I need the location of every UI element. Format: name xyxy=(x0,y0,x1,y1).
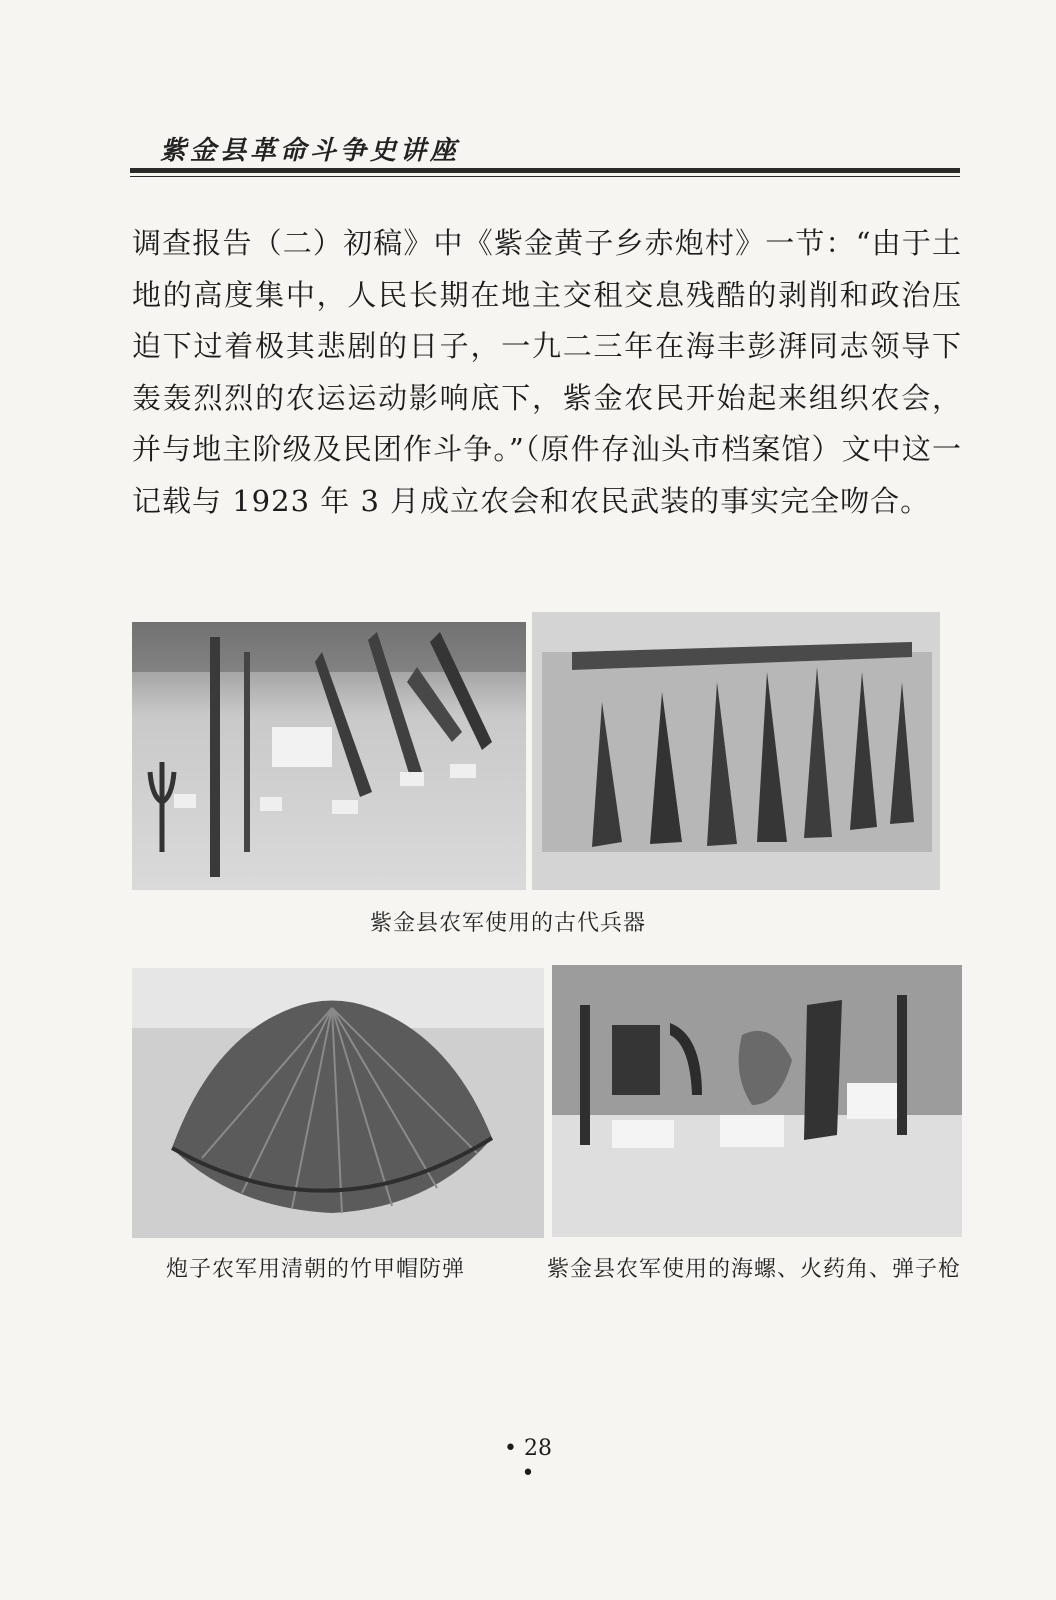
header-rule xyxy=(130,168,960,173)
conch-powderhorn-photo xyxy=(552,965,962,1237)
ancient-weapons-photo xyxy=(532,612,940,890)
weapons-display-photo xyxy=(132,622,526,890)
running-title: 紫金县革命斗争史讲座 xyxy=(160,136,461,166)
header-rule-thin xyxy=(130,176,960,177)
bamboo-hat-photo xyxy=(132,968,544,1238)
weapons-caption: 紫金县农军使用的古代兵器 xyxy=(370,911,647,936)
body-paragraph: 调查报告（二）初稿》中《紫金黄子乡赤炮村》一节：“由于土地的高度集中，人民长期在地主交租交息残酷的剥削和政治压迫下过着极其悲剧的日子，一九二三年在海丰彭湃同志领导下轰轰烈烈的农运运动影响底下，紫金农民开始起来组织农会，并与地主阶级及民团作斗争。”（原件存汕头市档案馆）文中这一记载与 1923 年 3 月成立农会和农民武装的事实完全吻合。 xyxy=(132,226,962,518)
page-number: • 28 • xyxy=(504,1436,552,1486)
hat-caption: 炮子农军用清朝的竹甲帽防弹 xyxy=(166,1257,466,1282)
items-caption: 紫金县农军使用的海螺、火药角、弹子枪 xyxy=(547,1257,962,1282)
